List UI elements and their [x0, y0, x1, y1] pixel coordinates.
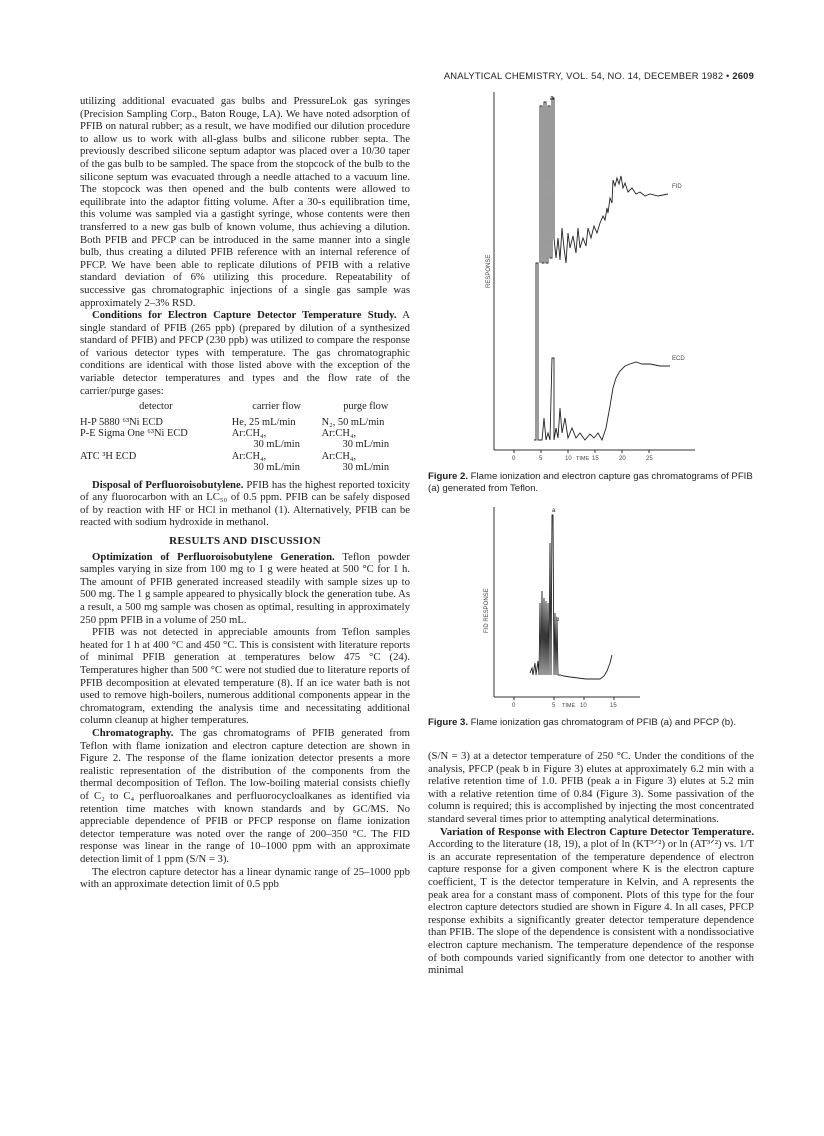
subhead-ecd-conditions: Conditions for Electron Capture Detector Temperature Study. — [92, 309, 397, 322]
left-column — [80, 95, 410, 891]
table-cell: He, 25 mL/min — [231, 416, 296, 428]
y-axis-label: RESPONSE — [486, 254, 492, 288]
fid-trace — [530, 515, 612, 679]
figure-3-chromatogram — [470, 503, 650, 713]
x-axis-label: TIME — [576, 456, 590, 462]
x-tick-label: 5 — [552, 703, 556, 709]
figure-2-caption: Figure 2. Flame ionization and electron capture gas chromatograms of PFIB (a) generated from Teflon. — [428, 471, 753, 494]
table-row — [80, 439, 410, 450]
peak-b-label: b — [556, 617, 560, 623]
paragraph-dilution: utilizing additional evacuated gas bulbs and PressureLok gas syringes (Precision Sampling Corp., Baton Rouge, LA). We have noted adsorption of PFIB on natural rubber; as a result, we have modified our dilution procedure to allow us to work with all-glass bulbs and silicone rubber septa. The previously described silicone septum adaptor was placed over a 10/30 taper of the gas bulb to be sampled. The space from the stopcock of the bulb to the silicone septum was evacuated through a needle attached to a vacuum line. The stopcock was then opened and the bulb contents were allowed to equilibrate into the adaptor fitting volume. After a 30-s equilibration time, this volume was sampled via a gastight syringe, whose contents were then transferred to a new gas bulb of known volume, thus achieving a dilution. Both PFIB and PFCP can be introduced in the same manner into a single bulb, thus creating a diluted PFIB reference with an internal reference of PFCP. We have been able to replicate dilutions of PFIB with a relative standard deviation of 6% utilizing this procedure. Repeatability of successive gas chromatographic injections of a single gas sample was approximately 2–3% RSD. — [80, 95, 410, 309]
table-row — [80, 417, 410, 428]
figure-3 — [470, 503, 650, 713]
table-row — [80, 462, 410, 473]
table-header: detector — [139, 401, 173, 413]
paragraph-response-variation: Variation of Response with Electron Capture Detector Temperature. According to the literature (18, 19), a plot of ln (KT³ᐟ²) or ln (AT³ᐟ²) vs. 1/T is an accurate representation of the temperature dependence of electron capture response for a given component where K is the electron capture coefficient, T is the detector temperature in Kelvin, and A represents the peak area for a constant mass of component. Plots of this type for the four electron capture detectors studied are shown in Figure 4. In all cases, PFCP response exhibits a significantly greater detector temperature dependence than PFIB. The slope of the dependence is consistent with a nondissociative electron capture mechanism. The temperature dependence of the response of both compounds varied significantly from one detector to another with minimal — [428, 825, 754, 977]
x-tick-label: 15 — [592, 456, 599, 462]
paragraph-ecd-range: The electron capture detector has a linear dynamic range of 25–1000 ppb with an approximate detection limit of 0.5 ppb — [80, 865, 410, 891]
x-tick-label: 10 — [565, 456, 572, 462]
figure-2 — [470, 88, 710, 463]
x-tick-label: 0 — [512, 456, 516, 462]
subhead-disposal: Disposal of Perfluoroisobutylene. — [92, 478, 244, 491]
table-cell: 30 mL/min — [342, 462, 390, 474]
x-axis-label: TIME — [562, 703, 576, 709]
section-heading: RESULTS AND DISCUSSION — [169, 535, 321, 548]
table-cell: ATC ³H ECD — [80, 450, 137, 462]
table-header: carrier flow — [252, 401, 302, 413]
table-cell: Ar:CH₄, — [231, 428, 267, 440]
fid-label: FID — [672, 184, 682, 190]
detector-table — [80, 401, 410, 473]
table-cell: 30 mL/min — [342, 439, 390, 451]
paragraph-ecd-conditions: Conditions for Electron Capture Detector Temperature Study. A single standard of PFIB (265 ppb) (prepared by dilution of a synthesized standard of PFIB) and PFCP (230 ppb) was utilized to compare the response of various detector types with temperature. The gas chromatographic conditions are identical with those listed above with the exception of the variable detector temperatures and types and the flow rate of the carrier/purge gases: — [80, 309, 410, 397]
table-row — [80, 451, 410, 462]
header-bullet: • — [726, 70, 730, 81]
table-cell: N₂, 50 mL/min — [321, 416, 385, 428]
peak-a-label: a — [550, 95, 554, 102]
table-cell: H-P 5880 ⁶³Ni ECD — [80, 416, 163, 428]
x-tick-label: 0 — [512, 703, 516, 709]
x-tick-label: 25 — [646, 456, 653, 462]
y-axis-label: FID RESPONSE — [484, 588, 490, 633]
ecd-label: ECD — [672, 356, 685, 362]
fid-trace — [540, 98, 668, 263]
table-header: purge flow — [343, 401, 389, 413]
page-number: 2609 — [732, 70, 754, 81]
x-tick-label: 5 — [539, 456, 543, 462]
x-tick-label: 20 — [619, 456, 626, 462]
subhead-response-variation: Variation of Response with Electron Capture Detector Temperature. — [440, 825, 754, 838]
table-row — [80, 428, 410, 439]
subhead-chromatography: Chromatography. — [92, 726, 174, 739]
x-tick-label: 10 — [580, 703, 587, 709]
subhead-optimization: Optimization of Perfluoroisobutylene Generation. — [92, 550, 335, 563]
table-cell: Ar:CH₄, — [231, 450, 267, 462]
table-cell: Ar:CH₄, — [321, 450, 357, 462]
table-cell: 30 mL/min — [253, 462, 300, 474]
figure-2-chromatogram — [470, 88, 710, 463]
x-tick-label: 15 — [610, 703, 617, 709]
paragraph-retention: (S/N = 3) at a detector temperature of 250 °C. Under the conditions of the analysis, PFCP (peak b in Figure 3) elutes at approximately 6.2 min with a relative retention time of 1.0. PFIB (peak a in Figure 3) elutes at 5.2 min with a relative retention time of 0.84 (Figure 3). Some passivation of the column is required; this is accomplished by injecting the most concentrated standard several times prior to attempting analytical determinations. — [428, 750, 754, 825]
right-column — [428, 750, 754, 977]
paragraph-temperature: PFIB was not detected in appreciable amounts from Teflon samples heated for 1 h at 400 °C and 450 °C. This is consistent with literature reports of minimal PFIB generation at temperatures below 475 °C (24). Temperatures higher than 500 °C were not studied due to literature reports of PFIB decomposition at elevated temperature (8). If an ice water bath is not used to remove high-boilers, numerous additional components appear in the chromatogram, extending the analysis time and necessitating additional column cleanup at higher temperatures. — [80, 626, 410, 727]
ecd-trace — [534, 263, 670, 440]
paragraph-disposal: Disposal of Perfluoroisobutylene. PFIB has the highest reported toxicity of any fluorocarbon with an LC₅₀ of 0.5 ppm. PFIB can be safely disposed of by reaction with HF or HCl in methanol (1). Alternatively, PFIB can be reacted with sodium hydroxide in methanol. — [80, 478, 410, 529]
journal-citation: ANALYTICAL CHEMISTRY, VOL. 54, NO. 14, DECEMBER 1982 — [443, 70, 724, 81]
table-cell: Ar:CH₄, — [321, 428, 357, 440]
running-header — [444, 70, 754, 81]
table-cell: P-E Sigma One ⁶³Ni ECD — [80, 428, 188, 440]
table-cell — [80, 439, 232, 450]
peak-a-label: a — [552, 508, 556, 514]
figure-3-caption: Figure 3. Flame ionization gas chromatogram of PFIB (a) and PFCP (b). — [428, 717, 737, 728]
table-cell — [80, 462, 232, 473]
paragraph-chromatography: Chromatography. The gas chromatograms of PFIB generated from Teflon with flame ionization and electron capture detection are shown in Figure 2. The response of the flame ionization detector presents a more realistic representation of the distribution of the components from the thermal decomposition of Teflon. The low-boiling material consists chiefly of C₂ to C₄ perfluoroalkanes and perfluorocycloalkanes as identified via retention time matches with known standards and by GC/MS. No appreciable dependence of PFIB or PFCP response on flame ionization detector temperature was noted over the range of 200–350 °C. The FID response was linear in the range of 10–1000 ppm with an approximate detection limit of 1 ppm (S/N = 3). — [80, 726, 410, 865]
paragraph-optimization: Optimization of Perfluoroisobutylene Generation. Teflon powder samples varying in size from 100 mg to 1 g were heated at 500 °C for 1 h. The amount of PFIB generated increased steadily with sample sizes up to 500 mg. The 1 g sample appeared to physically block the generation tube. As a result, a 500 mg sample was chosen as optimal, resulting in approximately 250 ppm PFIB in a volume of 250 mL. — [80, 550, 410, 626]
table-cell: 30 mL/min — [253, 439, 300, 451]
